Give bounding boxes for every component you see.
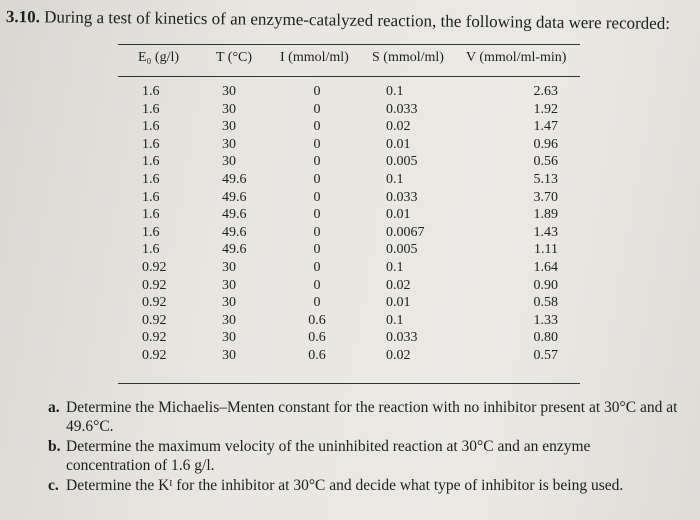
- question-text: Determine the Kᴵ for the inhibitor at 30°C and decide what type of inhibitor is being used.: [66, 477, 624, 494]
- cell-temperature: 30: [222, 312, 236, 328]
- table-row: [118, 295, 588, 313]
- cell-velocity: 1.43: [533, 224, 558, 240]
- column-header-velocity: V (mmol/ml-min): [466, 50, 567, 65]
- cell-substrate: 0.033: [386, 101, 418, 117]
- cell-temperature: 49.6: [222, 242, 247, 258]
- cell-substrate: 0.1: [386, 171, 404, 187]
- question-letter: a.: [48, 399, 60, 416]
- cell-inhibitor: 0: [313, 207, 321, 223]
- table-row: [118, 278, 588, 296]
- cell-inhibitor: 0: [313, 242, 321, 258]
- cell-inhibitor: 0: [313, 101, 321, 117]
- cell-substrate: 0.02: [386, 347, 411, 363]
- cell-temperature: 30: [222, 295, 236, 311]
- question-text: Determine the maximum velocity of the uninhibited reaction at 30°C and an enzyme concentration of 1.6 g/l.: [66, 438, 591, 474]
- question-item: [48, 476, 678, 495]
- cell-inhibitor: 0.6: [308, 347, 326, 363]
- table-bottom-rule: [118, 383, 580, 384]
- cell-inhibitor: 0: [313, 119, 321, 135]
- cell-substrate: 0.0067: [386, 224, 425, 240]
- cell-velocity: 0.56: [533, 154, 558, 170]
- cell-inhibitor: 0.6: [308, 312, 326, 328]
- cell-velocity: 0.58: [533, 295, 558, 311]
- table-row: [118, 225, 588, 243]
- cell-substrate: 0.033: [386, 189, 418, 205]
- cell-temperature: 30: [222, 154, 236, 170]
- cell-enzyme: 1.6: [142, 224, 160, 240]
- cell-substrate: 0.02: [386, 277, 411, 293]
- cell-inhibitor: 0: [313, 154, 321, 170]
- cell-inhibitor: 0: [313, 189, 321, 205]
- table-row: [118, 313, 588, 331]
- table-row: [118, 207, 588, 225]
- cell-enzyme: 0.92: [142, 312, 167, 328]
- cell-enzyme: 1.6: [142, 171, 160, 187]
- cell-substrate: 0.02: [386, 119, 411, 135]
- cell-temperature: 30: [222, 101, 236, 117]
- question-letter: b.: [48, 438, 61, 455]
- question-list: [48, 398, 678, 496]
- cell-velocity: 1.47: [533, 119, 558, 135]
- table-row: [118, 102, 588, 120]
- column-header-substrate: S (mmol/ml): [372, 50, 444, 65]
- table-row: [118, 172, 588, 190]
- cell-temperature: 30: [222, 330, 236, 346]
- cell-substrate: 0.01: [386, 136, 411, 152]
- cell-temperature: 30: [222, 119, 236, 135]
- cell-temperature: 30: [222, 347, 236, 363]
- cell-enzyme: 1.6: [142, 207, 160, 223]
- cell-substrate: 0.01: [386, 295, 411, 311]
- cell-enzyme: 0.92: [142, 277, 167, 293]
- cell-enzyme: 1.6: [142, 101, 160, 117]
- cell-enzyme: 1.6: [142, 189, 160, 205]
- cell-temperature: 49.6: [222, 171, 247, 187]
- cell-temperature: 30: [222, 84, 236, 99]
- cell-substrate: 0.033: [386, 330, 418, 346]
- cell-velocity: 1.64: [533, 259, 558, 275]
- cell-temperature: 30: [222, 259, 236, 275]
- table-row: [118, 260, 588, 278]
- cell-substrate: 0.005: [386, 242, 418, 258]
- cell-enzyme: 1.6: [142, 154, 160, 170]
- table-header-rule: [118, 76, 580, 77]
- cell-inhibitor: 0: [313, 171, 321, 187]
- cell-inhibitor: 0: [313, 84, 321, 99]
- cell-velocity: 1.11: [534, 242, 558, 258]
- cell-substrate: 0.1: [386, 259, 404, 275]
- cell-velocity: 0.96: [533, 136, 558, 152]
- problem-heading: [6, 6, 686, 35]
- column-header-inhibitor: I (mmol/ml): [280, 50, 349, 65]
- cell-enzyme: 0.92: [142, 347, 167, 363]
- cell-enzyme: 0.92: [142, 295, 167, 311]
- table-row: [118, 190, 588, 208]
- table-row: [118, 119, 588, 137]
- cell-enzyme: 1.6: [142, 136, 160, 152]
- cell-substrate: 0.1: [386, 84, 404, 99]
- cell-velocity: 1.89: [533, 207, 558, 223]
- cell-temperature: 49.6: [222, 189, 247, 205]
- cell-enzyme: 1.6: [142, 119, 160, 135]
- cell-enzyme: 0.92: [142, 259, 167, 275]
- cell-velocity: 1.33: [533, 312, 558, 328]
- cell-substrate: 0.005: [386, 154, 418, 170]
- cell-velocity: 0.90: [533, 277, 558, 293]
- cell-velocity: 3.70: [533, 189, 558, 205]
- cell-temperature: 49.6: [222, 207, 247, 223]
- table-row: [118, 154, 588, 172]
- table-body: [118, 84, 588, 366]
- table-top-rule: [118, 44, 580, 45]
- cell-enzyme: 1.6: [142, 84, 160, 99]
- cell-temperature: 30: [222, 277, 236, 293]
- table-row: [118, 84, 588, 102]
- table-row: [118, 330, 588, 348]
- cell-inhibitor: 0.6: [308, 330, 326, 346]
- cell-velocity: 0.57: [533, 347, 558, 363]
- cell-temperature: 30: [222, 136, 236, 152]
- cell-substrate: 0.1: [386, 312, 404, 328]
- cell-temperature: 49.6: [222, 224, 247, 240]
- cell-inhibitor: 0: [313, 277, 321, 293]
- cell-substrate: 0.01: [386, 207, 411, 223]
- cell-enzyme: 0.92: [142, 330, 167, 346]
- column-header-enzyme: E₀ (g/l): [138, 50, 180, 65]
- question-item: [48, 437, 678, 475]
- table-row: [118, 348, 588, 366]
- problem-statement: During a test of kinetics of an enzyme-catalyzed reaction, the following data were recorded:: [44, 7, 671, 33]
- table-row: [118, 242, 588, 260]
- cell-inhibitor: 0: [313, 259, 321, 275]
- cell-velocity: 2.63: [533, 84, 558, 99]
- table-row: [118, 137, 588, 155]
- cell-velocity: 0.80: [533, 330, 558, 346]
- problem-number: 3.10.: [5, 6, 40, 27]
- cell-inhibitor: 0: [313, 295, 321, 311]
- question-letter: c.: [48, 477, 59, 494]
- cell-inhibitor: 0: [313, 136, 321, 152]
- question-item: [48, 398, 678, 436]
- cell-inhibitor: 0: [313, 224, 321, 240]
- column-header-temperature: T (°C): [216, 50, 253, 65]
- table-header: [118, 50, 588, 72]
- question-text: Determine the Michaelis–Menten constant for the reaction with no inhibitor present at 30°C and at 49.6°C.: [66, 399, 678, 435]
- cell-enzyme: 1.6: [142, 242, 160, 258]
- cell-velocity: 5.13: [533, 171, 558, 187]
- cell-velocity: 1.92: [533, 101, 558, 117]
